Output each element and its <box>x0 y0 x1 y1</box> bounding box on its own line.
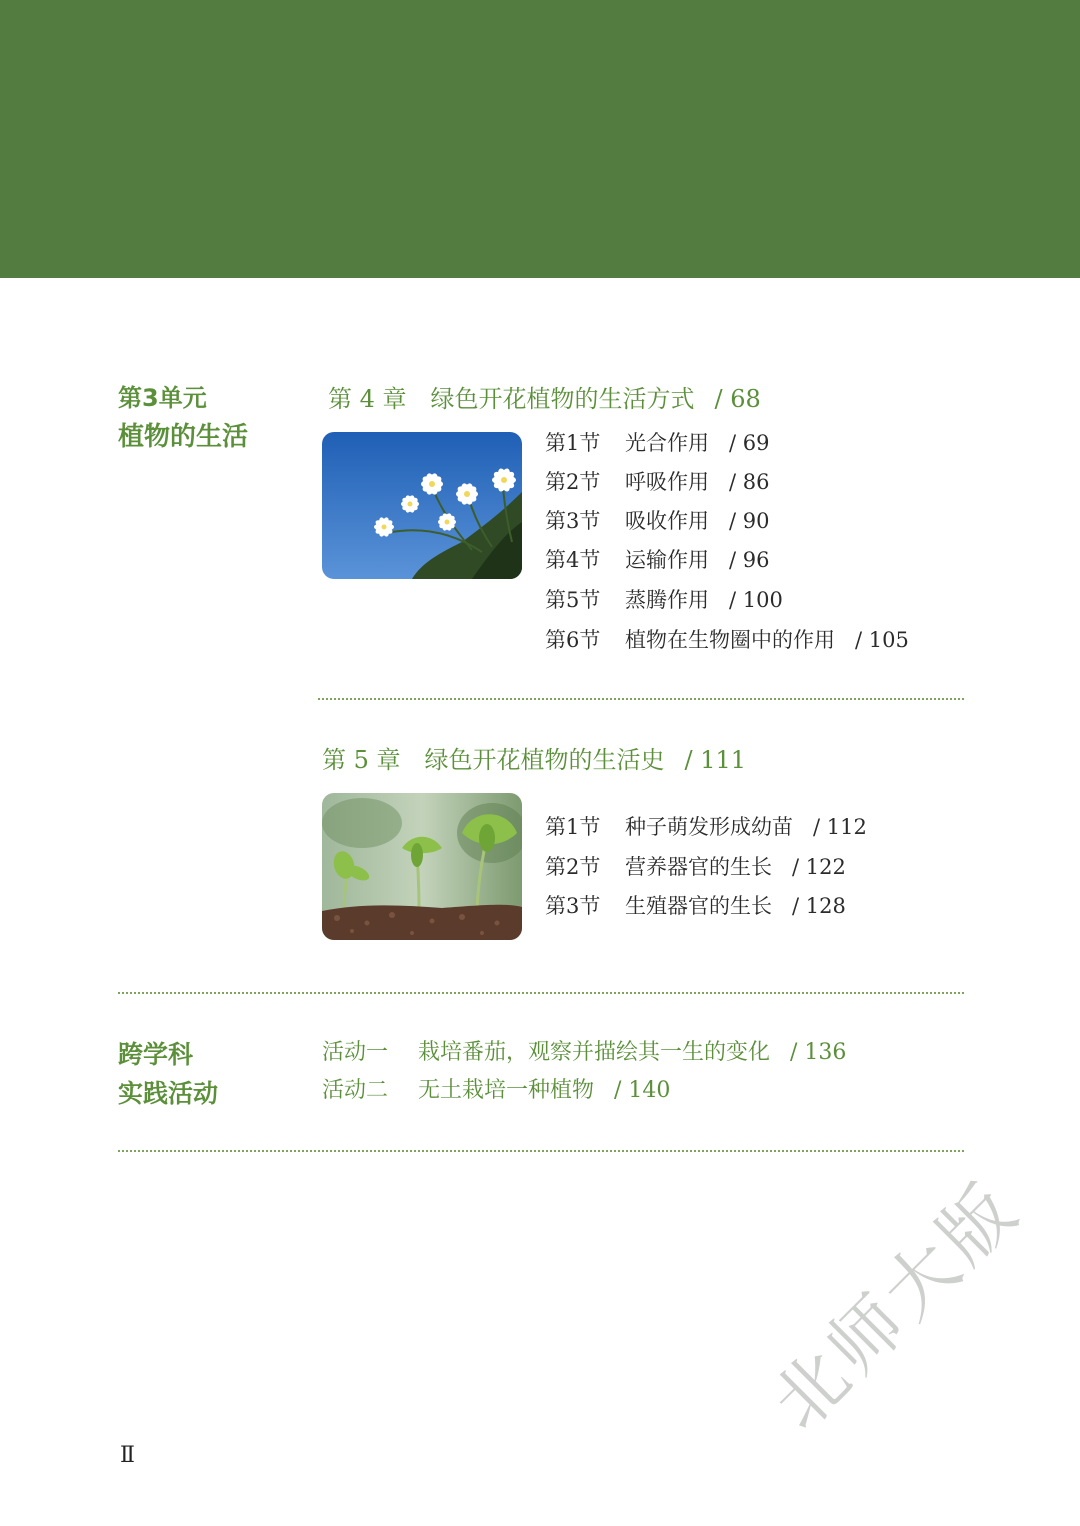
chapter-title: 绿色开花植物的生活史 <box>424 746 665 774</box>
unit-title <box>118 386 248 450</box>
activity-entry[interactable] <box>322 1042 846 1064</box>
chapter-page: / 111 <box>684 746 747 774</box>
section-page: / 112 <box>813 815 867 839</box>
toc-entry[interactable] <box>545 630 909 651</box>
section-number: 第4节 <box>545 548 601 572</box>
seedlings-illustration <box>322 793 522 940</box>
section-page: / 90 <box>729 509 770 533</box>
section-number: 第2节 <box>545 470 601 494</box>
section-number: 第2节 <box>545 855 601 879</box>
section-title: 蒸腾作用 <box>625 588 709 612</box>
chapter-5-heading[interactable] <box>322 748 746 772</box>
section-title: 运输作用 <box>625 548 709 572</box>
activity-title: 无土栽培一种植物 <box>418 1078 595 1103</box>
section-title: 植物在生物圈中的作用 <box>625 628 835 652</box>
header-banner <box>0 0 1080 278</box>
chapter-page: / 68 <box>714 385 761 413</box>
section-number: 第3节 <box>545 894 601 918</box>
chapter-5-photo-seedlings <box>322 793 522 940</box>
activity-page: / 140 <box>614 1078 671 1103</box>
toc-entry[interactable] <box>545 817 867 838</box>
section-number: 第3节 <box>545 509 601 533</box>
activity-title: 栽培番茄，观察并描绘其一生的变化 <box>418 1040 771 1065</box>
section-page: / 128 <box>792 894 846 918</box>
interdisciplinary-title <box>118 1042 218 1106</box>
activity-entry[interactable] <box>322 1080 670 1102</box>
toc-entry[interactable] <box>545 550 769 571</box>
publisher-watermark: 北师大版 <box>755 1165 1036 1446</box>
toc-entry[interactable] <box>545 590 783 611</box>
section-number: 第1节 <box>545 431 601 455</box>
section-page: / 122 <box>792 855 846 879</box>
activity-page: / 136 <box>790 1040 847 1065</box>
section-number: 第5节 <box>545 588 601 612</box>
section-title: 光合作用 <box>625 431 709 455</box>
interdisciplinary-line-1: 跨学科 <box>118 1040 194 1069</box>
chapter-4-heading[interactable] <box>328 387 761 411</box>
toc-entry[interactable] <box>545 896 846 917</box>
toc-entry[interactable] <box>545 857 846 878</box>
section-divider <box>318 698 964 700</box>
chapter-title: 绿色开花植物的生活方式 <box>430 385 695 413</box>
flowers-illustration <box>322 432 522 579</box>
section-number: 第1节 <box>545 815 601 839</box>
toc-entry[interactable] <box>545 511 769 532</box>
section-title: 生殖器官的生长 <box>625 894 772 918</box>
section-page: / 100 <box>729 588 783 612</box>
unit-number: 第3单元 <box>118 384 207 412</box>
activity-label: 活动一 <box>322 1040 389 1065</box>
section-number: 第6节 <box>545 628 601 652</box>
chapter-4-photo-flowers <box>322 432 522 579</box>
section-page: / 86 <box>729 470 770 494</box>
unit-divider <box>118 992 964 994</box>
toc-entry[interactable] <box>545 433 769 454</box>
toc-entry[interactable] <box>545 472 769 493</box>
activity-label: 活动二 <box>322 1078 389 1103</box>
section-title: 种子萌发形成幼苗 <box>625 815 793 839</box>
interdisciplinary-line-2: 实践活动 <box>118 1079 219 1108</box>
section-title: 营养器官的生长 <box>625 855 772 879</box>
section-title: 呼吸作用 <box>625 470 709 494</box>
chapter-number: 第 4 章 <box>328 385 407 413</box>
bottom-divider <box>118 1150 964 1152</box>
section-title: 吸收作用 <box>625 509 709 533</box>
chapter-number: 第 5 章 <box>322 746 401 774</box>
page-number: Ⅱ <box>120 1443 135 1468</box>
section-page: / 105 <box>855 628 909 652</box>
section-page: / 96 <box>729 548 770 572</box>
section-page: / 69 <box>729 431 770 455</box>
unit-name: 植物的生活 <box>118 422 249 452</box>
